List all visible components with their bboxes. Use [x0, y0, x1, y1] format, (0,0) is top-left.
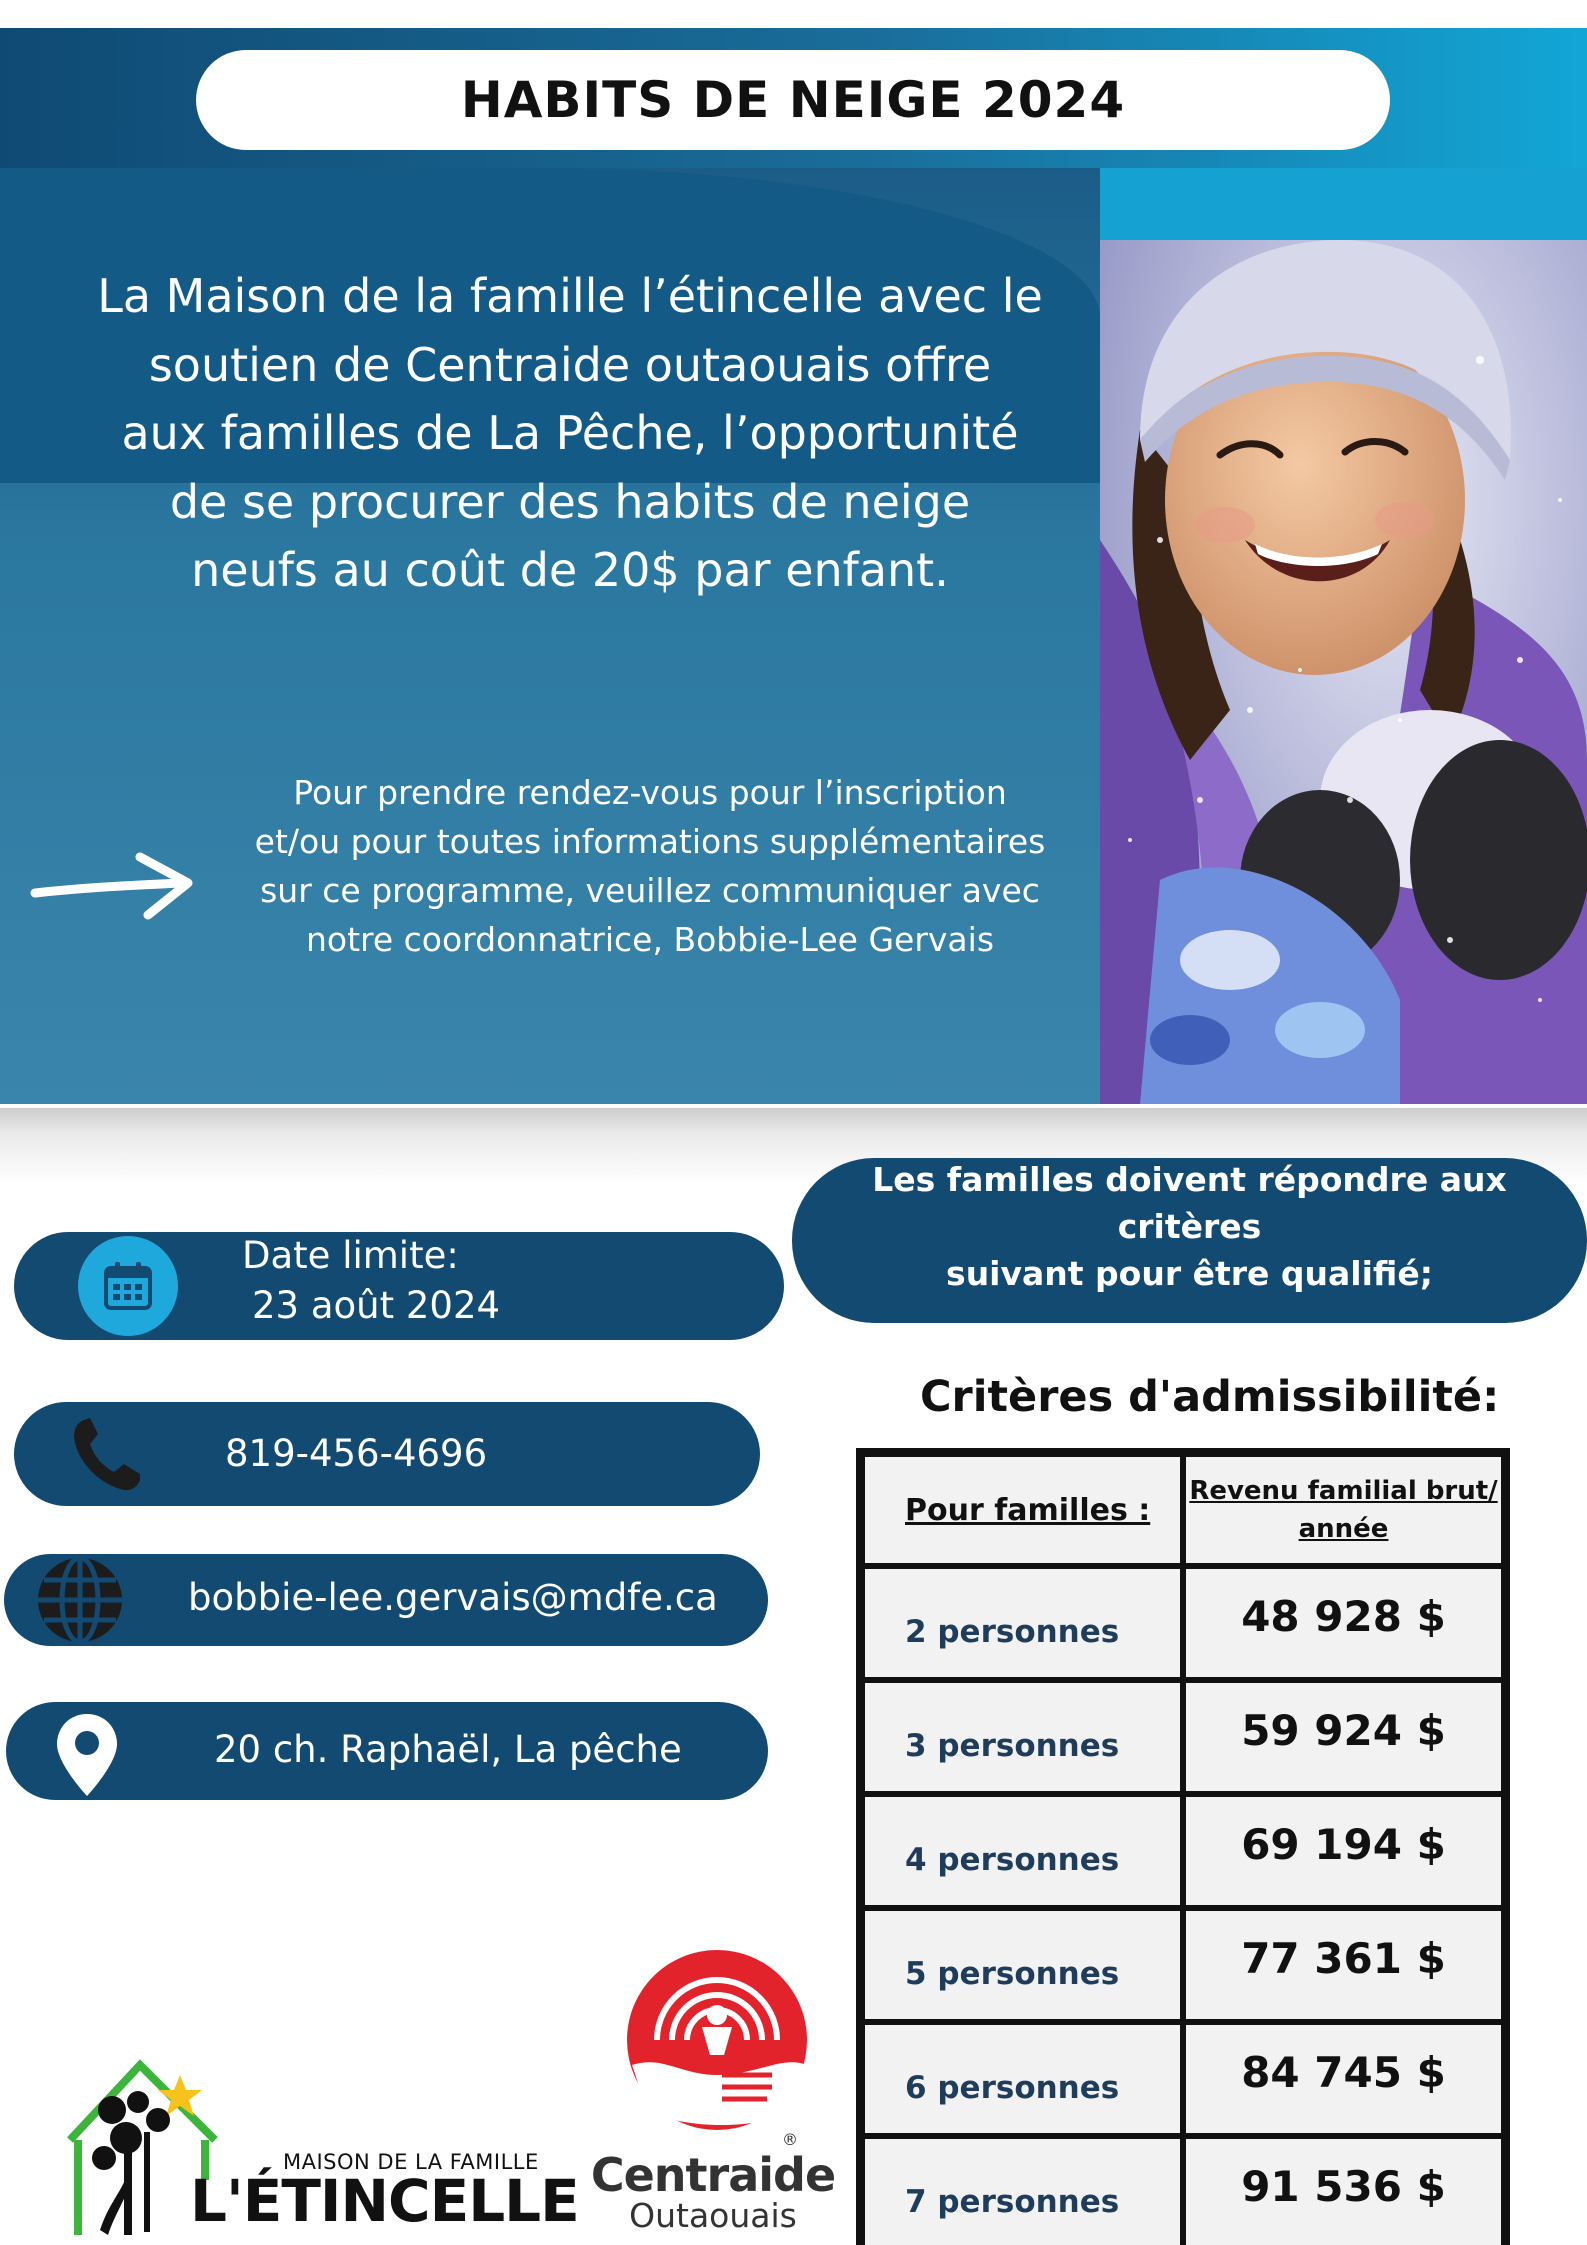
contact-note-line: notre coordonnatrice, Bobbie-Lee Gervais — [305, 920, 995, 959]
income-limit: 69 194 $ — [1241, 1819, 1446, 1869]
intro-line: aux familles de La Pêche, l’opportunité — [121, 406, 1019, 460]
address-text: 20 ch. Raphaël, La pêche — [214, 1728, 682, 1771]
etincelle-logo-subtitle: MAISON DE LA FAMILLE — [283, 2150, 539, 2174]
family-size: 3 personnes — [905, 1728, 1120, 1764]
criteria-note-line: Les familles doivent répondre aux critères — [872, 1160, 1507, 1246]
location-pin-icon — [54, 1712, 120, 1798]
email-pill[interactable] — [4, 1554, 768, 1646]
intro-line: La Maison de la famille l’étincelle avec le — [97, 269, 1043, 323]
col-header-family: Pour familles : — [905, 1492, 1151, 1528]
child-winter-photo — [1100, 240, 1587, 1104]
table-row — [862, 1566, 1504, 1680]
centraide-logo-region: Outaouais — [629, 2196, 797, 2235]
deadline-value: 23 août 2024 — [252, 1284, 501, 1327]
col-header-income — [1189, 1472, 1497, 1548]
table-row — [862, 2022, 1504, 2136]
hero-accent-strip — [1100, 168, 1587, 240]
email-address[interactable]: bobbie-lee.gervais@mdfe.ca — [188, 1576, 718, 1619]
deadline-pill — [14, 1232, 784, 1340]
col-header-income-line: Revenu familial brut/ — [1189, 1476, 1498, 1506]
criteria-note-pill — [792, 1158, 1587, 1323]
income-limit: 84 745 $ — [1241, 2047, 1446, 2097]
divider-line — [0, 1104, 1587, 1108]
intro-line: soutien de Centraide outaouais offre — [148, 337, 992, 392]
family-size: 2 personnes — [905, 1614, 1120, 1650]
income-limit: 77 361 $ — [1241, 1933, 1446, 1983]
table-row — [862, 2136, 1504, 2245]
table-row — [862, 1908, 1504, 2022]
table-header-row — [862, 1454, 1504, 1566]
phone-icon — [70, 1414, 144, 1494]
contact-note-line: sur ce programme, veuillez communiquer avec — [260, 871, 1040, 910]
phone-pill[interactable] — [14, 1402, 760, 1506]
calendar-icon-badge — [78, 1236, 178, 1336]
family-size: 4 personnes — [905, 1842, 1120, 1878]
globe-icon — [34, 1554, 126, 1646]
etincelle-logo-name: L'ÉTINCELLE — [190, 2167, 579, 2235]
arrow-right-icon — [30, 845, 200, 925]
child-in-snow-illustration — [1100, 240, 1587, 1104]
table-row — [862, 1680, 1504, 1794]
svg-text:®: ® — [782, 2130, 798, 2149]
criteria-note-line: suivant pour être qualifié; — [946, 1254, 1433, 1293]
contact-note-line: et/ou pour toutes informations supplémentaires — [254, 822, 1046, 861]
eligibility-title: Critères d'admissibilité: — [920, 1372, 1500, 1422]
header-cell-family — [862, 1454, 1183, 1566]
income-limit: 59 924 $ — [1241, 1705, 1446, 1755]
phone-number[interactable]: 819-456-4696 — [225, 1432, 488, 1475]
contact-note — [210, 768, 1090, 964]
header-cell-income — [1183, 1454, 1504, 1566]
deadline-label: Date limite: — [242, 1234, 459, 1277]
income-limit: 91 536 $ — [1241, 2161, 1446, 2211]
table-row — [862, 1794, 1504, 1908]
intro-paragraph — [60, 262, 1080, 605]
centraide-logo-name: Centraide — [590, 2148, 836, 2202]
intro-line: de se procurer des habits de neige — [169, 474, 971, 529]
intro-line: neufs au coût de 20$ par enfant. — [191, 543, 949, 597]
address-pill — [6, 1702, 768, 1800]
title-pill — [196, 50, 1390, 150]
family-size: 7 personnes — [905, 2184, 1120, 2220]
criteria-note — [820, 1156, 1560, 1297]
income-limit: 48 928 $ — [1241, 1591, 1446, 1641]
family-size: 5 personnes — [905, 1956, 1120, 1992]
contact-note-line: Pour prendre rendez-vous pour l’inscription — [293, 773, 1007, 812]
page-title: HABITS DE NEIGE 2024 — [460, 71, 1126, 129]
col-header-income-line: année — [1298, 1514, 1389, 1544]
calendar-icon — [100, 1258, 156, 1314]
eligibility-table — [856, 1448, 1510, 2245]
family-size: 6 personnes — [905, 2070, 1120, 2106]
